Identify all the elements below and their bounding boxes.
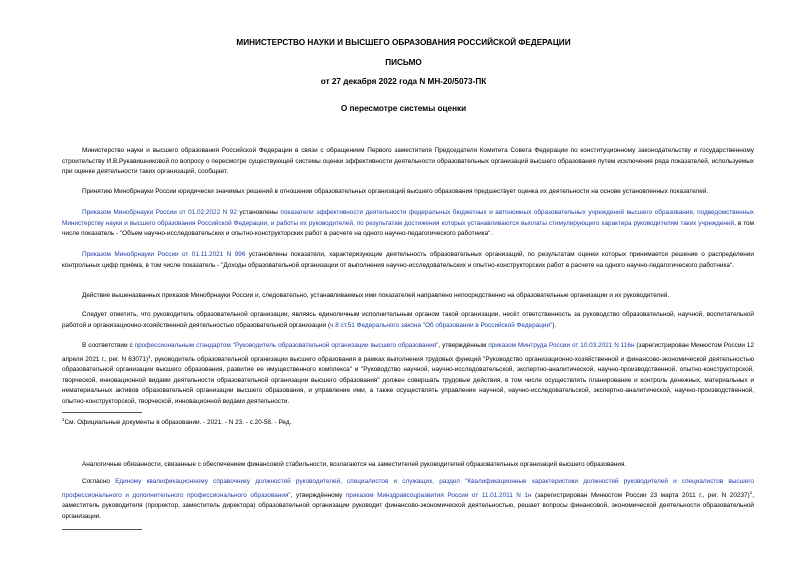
footnote-marker: 1 [62, 417, 65, 422]
link-qualification-handbook[interactable]: Единому квалификационному справочнику должностей руководителей, специалистов и служащих, раздел "Квалификационные характеристики должностей руководителей и специалистов высшего профессионального и дополнительного профессионального образования" [62, 478, 754, 499]
footnote-divider [62, 529, 142, 530]
link-order-116n[interactable]: приказом Минтруда России от 10.03.2021 N 116н [488, 342, 635, 349]
paragraph-intro: Министерство науки и высшего образования Российской Федерации в связи с обращением Первого заместителя Председателя Комитета Совета Федерации по конституционному законодательству и государственному строительству И.В.Рукавишниковой по вопросу о пересмотре существующей системы оценки эффективности деятельности образовательных организаций высшего образования путем исключения ряда показателей, используемых при оценке деятельности таких организаций, сообщает. [62, 147, 754, 175]
link-professional-standard[interactable]: профессиональным стандартом "Руководитель образовательной организации высшего образования" [134, 342, 439, 349]
footnote [62, 415, 752, 428]
document-type: ПИСЬМО [385, 58, 422, 67]
link-efficiency-indicators[interactable]: показатели эффективности деятельности федеральных бюджетных и автономных образовательных учреждений высшего образования, подведомственных Министерству науки и высшего образования Российской Федерации, и работы их руководителей, по результатам достижения которых устанавливаются выплаты стимулирующего характера руководителям таких учреждений [62, 209, 754, 227]
paragraph-head-responsibility [62, 310, 754, 331]
text-segment: , в том числе показатель - "Объем научно-исследовательских и опытно-конструкторских работ в расчете на одного научно-педагогического работника". [62, 219, 754, 237]
link-order-1n[interactable]: приказом Минздравсоцразвития России от 11.01.2011 N 1н [345, 491, 532, 499]
paragraph-orders-effect: Действие вышеназванных приказов Минобрнауки России и, следовательно, устанавливаемых ими показателей направлено непосредственно на образовательные организации и их руководителей. [82, 292, 670, 299]
text-segment: , утверждённому [290, 491, 346, 499]
text-segment: , заместитель руководителя (проректор, заместитель директора) образовательной организации руководит финансово-экономической деятельностью, решает вопросы финансовой, экономической деятельности образовательной организации. [62, 491, 754, 520]
document-subject: О пересмотре системы оценки [340, 104, 467, 113]
paragraph-qualification-handbook [62, 477, 754, 522]
text-segment: ). [552, 321, 557, 329]
ministry-heading: МИНИСТЕРСТВО НАУКИ И ВЫСШЕГО ОБРАЗОВАНИЯ РОССИЙСКОЙ ФЕДЕРАЦИИ [236, 38, 571, 47]
text-segment: , утверждённым [438, 342, 489, 349]
document-date-number: от 27 декабря 2022 года N МН-20/5073-ПК [320, 77, 487, 86]
link-order-996[interactable]: Приказом Минобрнауки России от 01.11.2021 N 996 [82, 251, 246, 258]
paragraph-professional-standard [62, 341, 754, 407]
text-segment: Следует отметить, что руководитель образовательной организации, являясь единоличным исполнительным органом такой организации, несёт ответственность за руководство образовательной, научной, воспитательной работой и организационно-хозяйственной деятельностью образовательной организации ( [62, 311, 754, 329]
paragraph-deputies: Аналогичные обязанности, связанные с обеспечением финансовой стабильности, возлагаются на заместителей руководителей образовательных организаций высшего образования. [82, 461, 627, 468]
footnote-text: См. Официальные документы в образовании. - 2021. - N 23. - с.20-58. - Ред. [64, 419, 292, 427]
text-segment: (зарегистрирован Минюстом России 23 марта 2011 г., рег. N 20237) [531, 491, 750, 499]
text-segment: установлены показатели, характеризующие деятельность образовательных организаций, по результатам оценки которых принимается решение о распределении контрольных цифр приёма, в том числе показатель - "Доходы образовательной организации от выполнения научно-исследовательских и опытно-конструкторских работ в расчете на одного научно-педагогического работника". [62, 251, 754, 269]
text-segment: (зарегистрирован Минюстом России 12 апреля 2021 г., рег. N 63071) [62, 342, 755, 363]
text-segment: В соответствии с [82, 342, 135, 349]
text-segment: Согласно [82, 478, 116, 485]
footnote-ref[interactable]: 1 [749, 489, 753, 495]
paragraph-decisions: Принятию Минобрнауки России юридически значимых решений в отношении образовательных организаций высшего образования предшествует оценка их деятельности на основе установленных показателей. [82, 188, 709, 195]
text-segment: установлены [236, 209, 281, 216]
text-segment: , руководитель образовательной организации высшего образования в рамках выполнения трудовых функций "Руководство организационно-хозяйственной и финансово-экономической деятельностью образовательной организации высшего образования, развитие ее имущественного комплекса" и "Руководство научной, научно-исследовательской, экспертно-аналитической, научно-производственной, опытно-конструкторской, творческой, инновационной видами деятельности образовательной организации высшего образования" должен совершать трудовые действия, в том числе осуществлять планирование и контроль денежных, материальных и нематериальных активов образовательной организации высшего образования, и управление ими, а также осуществлять управление научной, научно-исследовательской, экспертно-аналитической, научно-производственной, опытно-конструкторской, творческой, инновационной видами деятельности. [62, 355, 754, 405]
paragraph-order-996 [62, 250, 754, 271]
footnote-ref[interactable]: 1 [148, 353, 151, 359]
link-education-law[interactable]: ч.8 ст.51 Федерального закона "Об образовании в Российской Федерации" [330, 321, 553, 329]
footnote-divider [62, 412, 142, 413]
paragraph-order-92 [62, 208, 754, 240]
link-order-92[interactable]: Приказом Минобрнауки России от 01.02.2022 N 92 [82, 209, 237, 216]
